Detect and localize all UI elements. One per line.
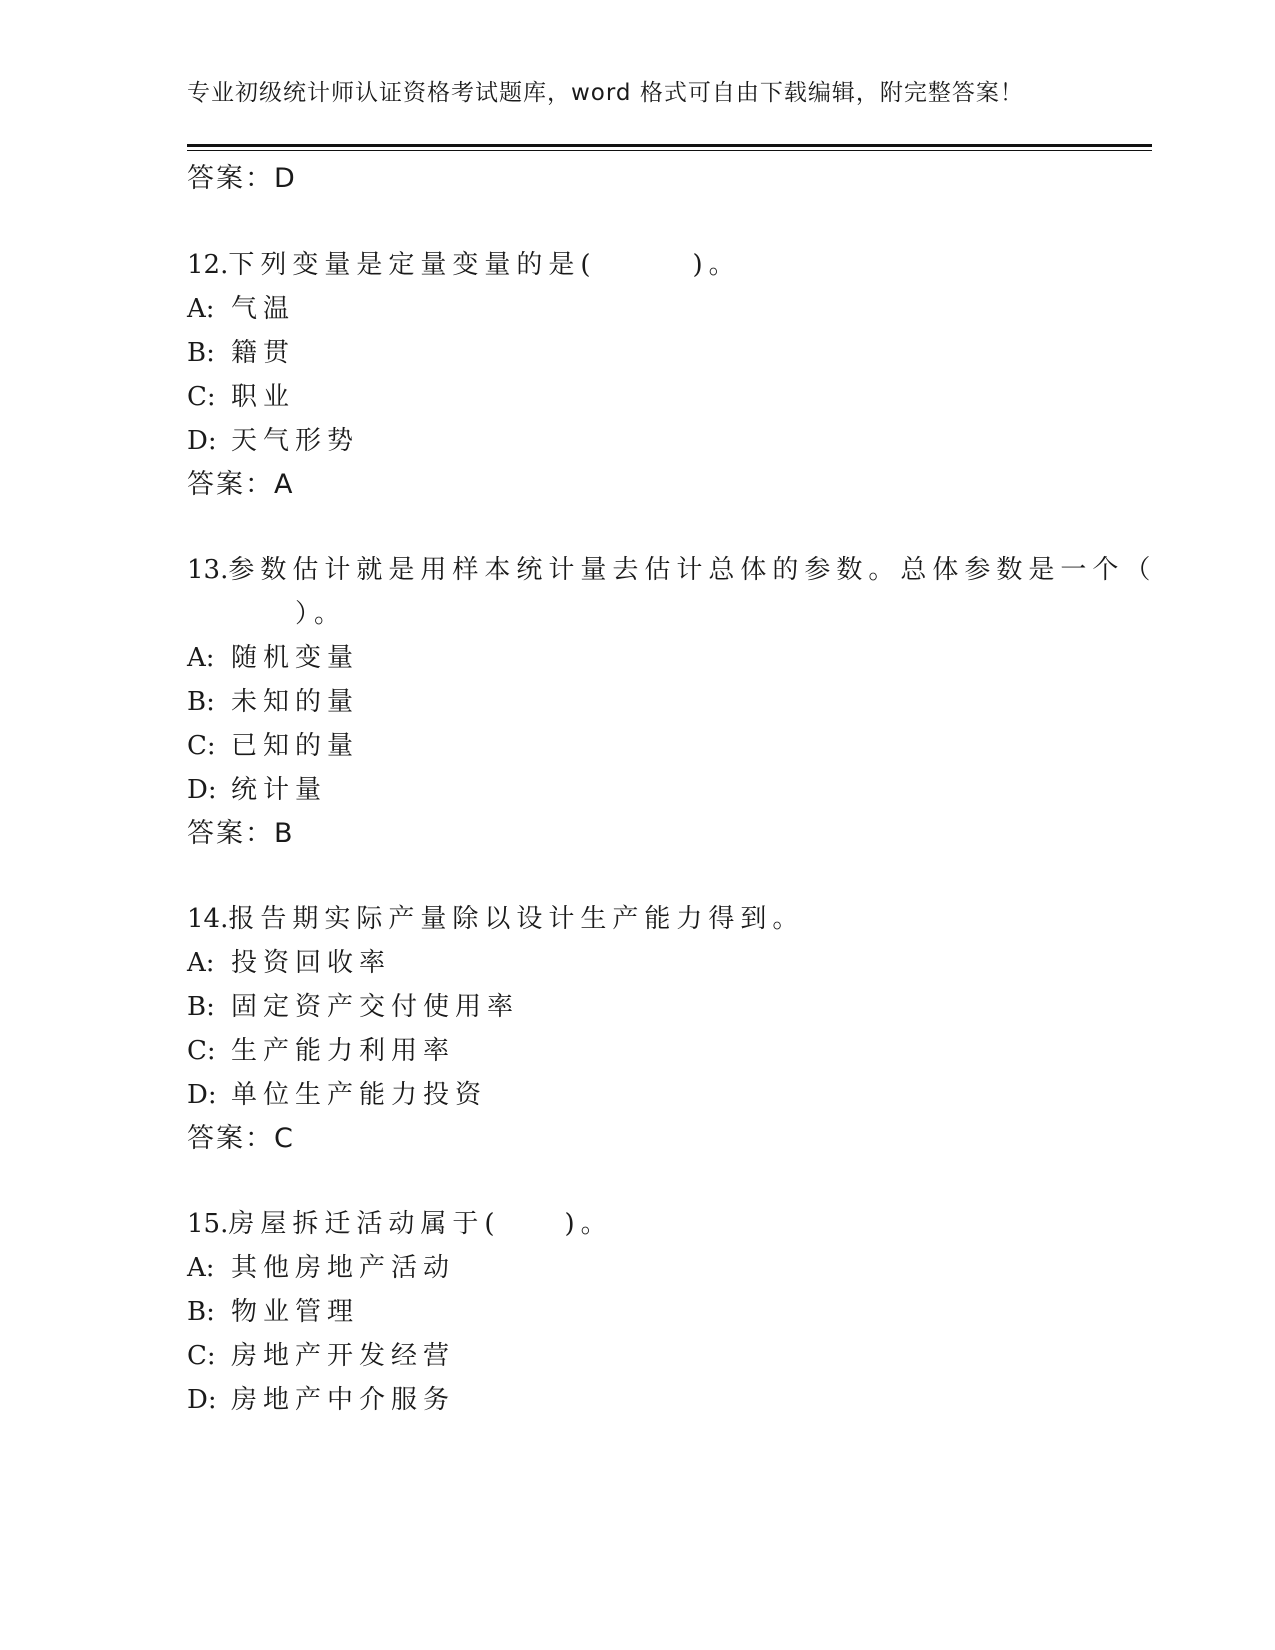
option-letter: B: [187,338,215,368]
option-letter: D: [187,775,217,805]
option-letter: C: [187,382,216,412]
answer-12: 答案：A [187,469,295,500]
option-letter: B: [187,1297,215,1327]
question-text: 下列变量是定量变量的是( )。 [228,250,741,280]
option-text: 未知的量 [231,687,360,717]
question-15-option-d [187,1379,455,1416]
question-14-option-d [187,1074,487,1111]
question-12-stem [187,244,741,281]
header-rule-thick [187,144,1152,147]
option-text: 天气形势 [231,426,360,456]
page-header: 专业初级统计师认证资格考试题库，word 格式可自由下载编辑，附完整答案！ [187,80,1024,106]
option-text: 气温 [231,294,296,324]
question-14-option-b [187,986,519,1023]
option-letter: C: [187,731,216,761]
question-13-stem-continued: ）。 [231,599,347,629]
option-text: 投资回收率 [231,948,392,978]
option-text: 固定资产交付使用率 [231,992,520,1022]
question-13-stem [187,549,1156,586]
option-text: 职业 [231,382,296,412]
question-13-option-a [187,637,359,674]
option-letter: A: [187,948,215,978]
question-13-option-b [187,681,359,718]
question-12-option-b [187,332,295,369]
question-text: 报告期实际产量除以设计生产能力得到。 [228,904,805,934]
question-number: 14. [187,904,229,934]
question-15-option-b [187,1291,359,1328]
answer-11: 答案：D [187,163,297,194]
question-15-stem [187,1203,613,1240]
option-letter: D: [187,1385,217,1415]
option-letter: C: [187,1341,216,1371]
option-letter: A: [187,294,215,324]
question-text: 房屋拆迁活动属于( )。 [228,1209,613,1239]
question-number: 13. [187,555,229,585]
option-letter: A: [187,643,215,673]
question-text: 参数估计就是用样本统计量去估计总体的参数。总体参数是一个（ [228,555,1157,585]
option-text: 单位生产能力投资 [231,1080,488,1110]
question-12-option-a [187,288,295,325]
option-letter: B: [187,687,215,717]
option-text: 籍贯 [231,338,296,368]
question-12-option-c [187,376,295,413]
question-15-option-c [187,1335,455,1372]
option-letter: B: [187,992,215,1022]
option-letter: D: [187,1080,217,1110]
option-text: 物业管理 [231,1297,360,1327]
option-text: 其他房地产活动 [231,1253,456,1283]
option-text: 随机变量 [231,643,360,673]
question-14-option-c [187,1030,455,1067]
question-number: 12. [187,250,229,280]
question-14-option-a [187,942,391,979]
question-14-stem [187,898,804,935]
option-text: 已知的量 [231,731,360,761]
question-15-option-a [187,1247,455,1284]
option-text: 统计量 [231,775,328,805]
option-letter: A: [187,1253,215,1283]
option-text: 生产能力利用率 [231,1036,456,1066]
option-text: 房地产中介服务 [231,1385,456,1415]
question-13-option-d [187,769,327,806]
question-12-option-d [187,420,359,457]
header-rule-thin [187,150,1152,151]
question-number: 15. [187,1209,229,1239]
answer-13: 答案：B [187,818,295,849]
option-text: 房地产开发经营 [231,1341,456,1371]
option-letter: D: [187,426,217,456]
answer-14: 答案：C [187,1123,295,1154]
question-13-option-c [187,725,359,762]
option-letter: C: [187,1036,216,1066]
